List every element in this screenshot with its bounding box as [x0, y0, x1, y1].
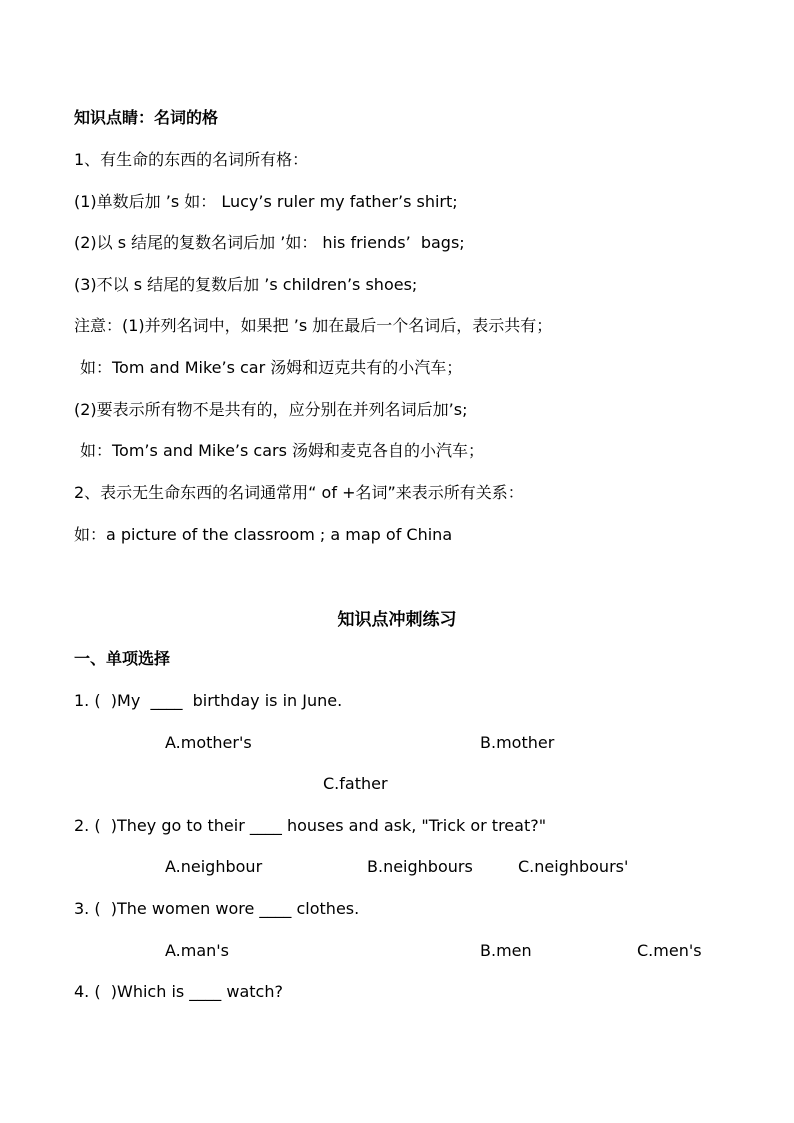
note-1: 注意：(1)并列名词中，如果把 ’s 加在最后一个名词后，表示共有；: [74, 316, 553, 335]
question-1-option-c[interactable]: C.father: [323, 774, 388, 793]
question-1-option-b[interactable]: B.mother: [480, 733, 555, 752]
rule-2: 2、表示无生命东西的名词通常用“ of +名词”来表示所有关系：: [74, 483, 524, 502]
rule-2-example: 如：a picture of the classroom ; a map of China: [74, 525, 453, 544]
question-3-option-c[interactable]: C.men's: [637, 941, 702, 960]
practice-title: 知识点冲刺练习: [337, 610, 457, 630]
question-3-stem: 3. ( )The women wore ____ clothes.: [74, 899, 360, 918]
question-1-option-a[interactable]: A.mother's: [165, 733, 252, 752]
question-2-option-a[interactable]: A.neighbour: [165, 857, 263, 876]
question-3-option-a[interactable]: A.man's: [165, 941, 230, 960]
question-1-stem: 1. ( )My ____ birthday is in June.: [74, 691, 343, 710]
section-title: 知识点睛：名词的格: [74, 108, 219, 127]
note-1-example: 如：Tom and Mike’s car 汤姆和迈克共有的小汽车；: [80, 358, 463, 377]
rule-1-3: (3)不以 s 结尾的复数后加 ’s children’s shoes;: [74, 275, 418, 294]
question-2-option-c[interactable]: C.neighbours': [518, 857, 629, 876]
question-2-stem: 2. ( )They go to their ____ houses and ask, "Trick or treat?": [74, 816, 547, 835]
note-2-example: 如：Tom’s and Mike’s cars 汤姆和麦克各自的小汽车；: [80, 441, 485, 460]
question-2-option-b[interactable]: B.neighbours: [367, 857, 473, 876]
section-one-heading: 一、单项选择: [74, 649, 171, 668]
rule-1: 1、有生命的东西的名词所有格：: [74, 150, 309, 169]
question-3-option-b[interactable]: B.men: [480, 941, 532, 960]
rule-1-1: (1)单数后加 ’s 如： Lucy’s ruler my father’s shirt;: [74, 192, 458, 211]
question-4-stem: 4. ( )Which is ____ watch?: [74, 982, 283, 1001]
note-2: (2)要表示所有物不是共有的，应分别在并列名词后加’s;: [74, 400, 468, 419]
rule-1-2: (2)以 s 结尾的复数名词后加 ’如： his friends’ bags;: [74, 233, 465, 252]
